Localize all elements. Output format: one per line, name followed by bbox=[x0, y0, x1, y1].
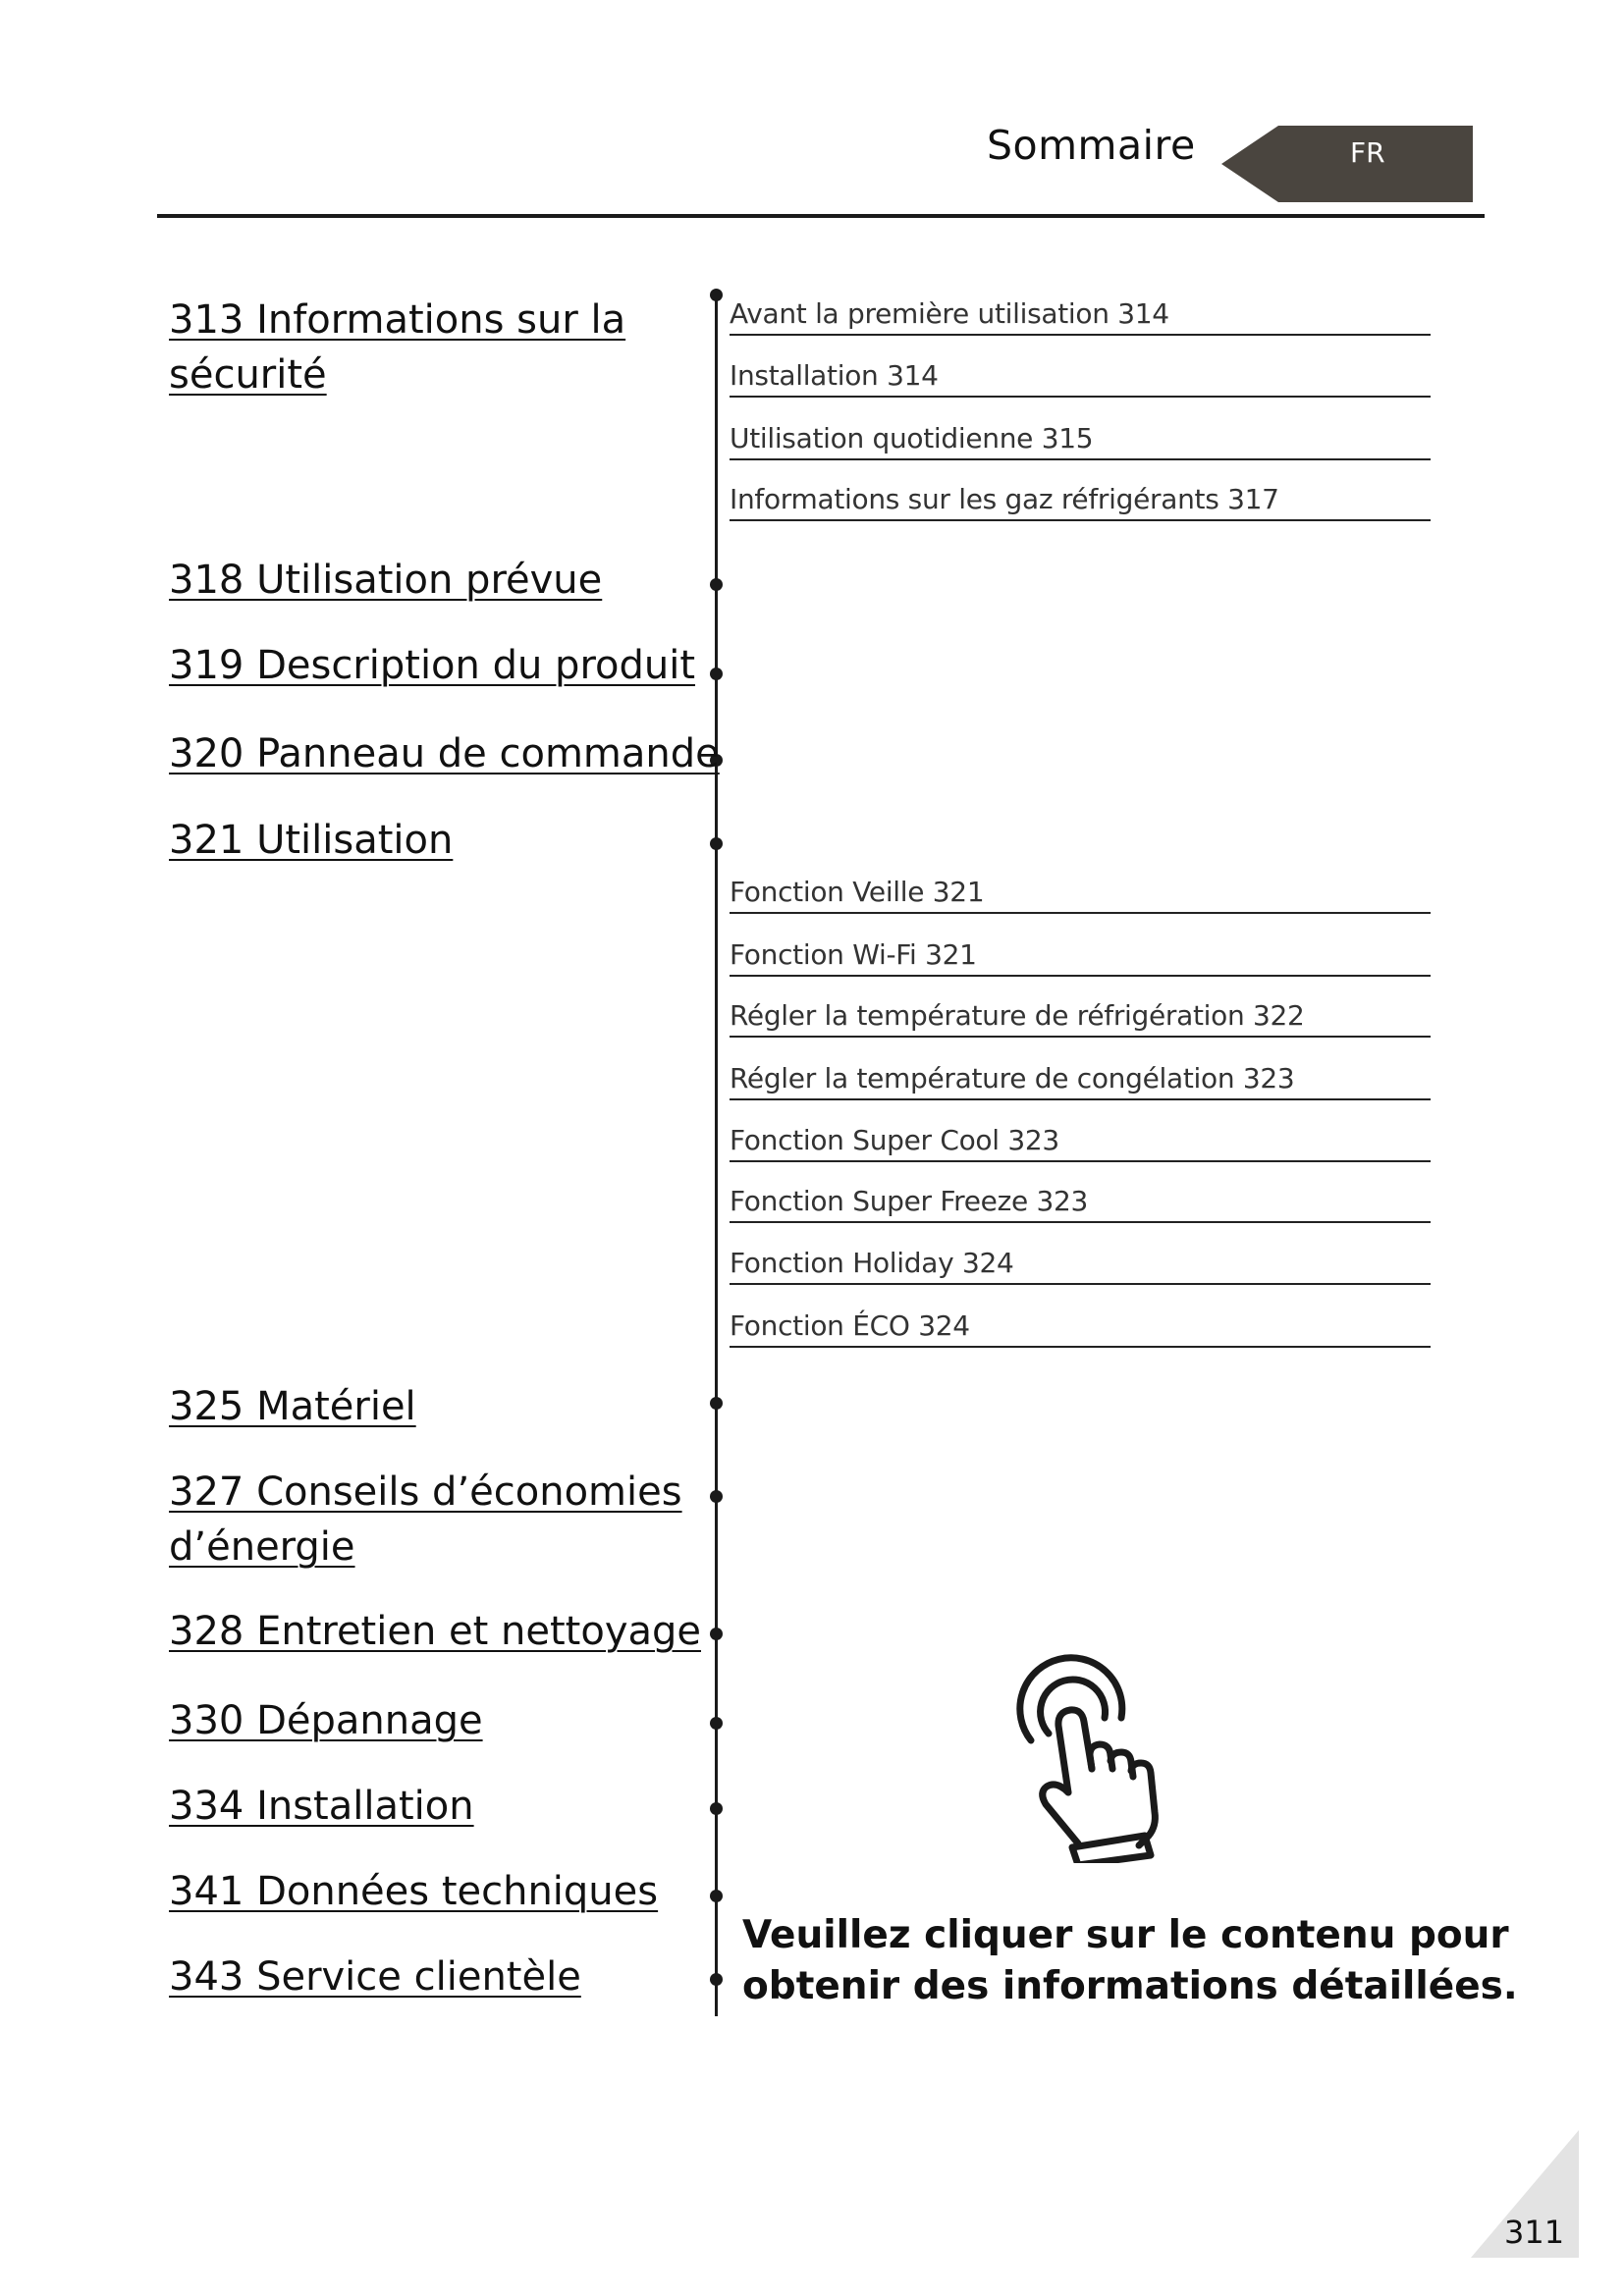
toc-intended-use[interactable]: 318 Utilisation prévue bbox=[169, 558, 603, 603]
toc-sub-label: Avant la première utilisation 314 bbox=[730, 297, 1169, 330]
toc-sub-label: Fonction Veille 321 bbox=[730, 876, 985, 908]
toc-troubleshooting[interactable]: 330 Dépannage bbox=[169, 1698, 483, 1743]
toc-installation[interactable]: 334 Installation bbox=[169, 1784, 474, 1829]
toc-sub-daily-use[interactable] bbox=[730, 419, 1431, 460]
toc-energy-saving[interactable] bbox=[169, 1465, 682, 1575]
toc-security-line2: sécurité bbox=[169, 352, 327, 398]
timeline-dot bbox=[710, 1802, 723, 1815]
timeline-dot bbox=[710, 578, 723, 591]
toc-sub-holiday[interactable] bbox=[730, 1244, 1431, 1285]
timeline-dot bbox=[710, 1890, 723, 1902]
toc-sub-label: Fonction Wi-Fi 321 bbox=[730, 938, 977, 971]
tap-hand-icon bbox=[1001, 1647, 1198, 1863]
toc-maintenance[interactable]: 328 Entretien et nettoyage bbox=[169, 1609, 702, 1654]
toc-sub-label: Installation 314 bbox=[730, 359, 939, 392]
toc-sub-label: Fonction Holiday 324 bbox=[730, 1247, 1014, 1279]
header-divider bbox=[157, 214, 1485, 218]
toc-energy-saving-line2: d’énergie bbox=[169, 1524, 355, 1570]
timeline-dot bbox=[710, 1628, 723, 1640]
toc-sub-label: Fonction Super Cool 323 bbox=[730, 1124, 1059, 1156]
timeline-dot bbox=[710, 837, 723, 850]
toc-sub-label: Fonction Super Freeze 323 bbox=[730, 1185, 1089, 1217]
page-number: 311 bbox=[1504, 2214, 1565, 2251]
toc-customer-service[interactable]: 343 Service clientèle bbox=[169, 1954, 581, 2000]
toc-sub-super-freeze[interactable] bbox=[730, 1182, 1431, 1223]
toc-sub-eco[interactable] bbox=[730, 1307, 1431, 1348]
language-tab bbox=[1221, 126, 1473, 202]
toc-sub-freezer-temp[interactable] bbox=[730, 1059, 1431, 1100]
timeline-dot bbox=[710, 1973, 723, 1986]
timeline-line bbox=[715, 291, 718, 2016]
timeline-dot bbox=[710, 1490, 723, 1503]
instruction-line-2: obtenir des informations détaillées. bbox=[742, 1964, 1518, 2008]
toc-sub-wifi[interactable] bbox=[730, 935, 1431, 977]
toc-security-line1: 313 Informations sur la bbox=[169, 297, 626, 343]
toc-sub-super-cool[interactable] bbox=[730, 1121, 1431, 1162]
toc-product-description[interactable]: 319 Description du produit bbox=[169, 643, 696, 688]
language-label: FR bbox=[1350, 136, 1385, 169]
timeline-dot bbox=[710, 667, 723, 680]
timeline-dot bbox=[710, 1397, 723, 1410]
toc-energy-saving-line1: 327 Conseils d’économies bbox=[169, 1469, 682, 1515]
timeline-dot bbox=[710, 289, 723, 301]
toc-sub-label: Informations sur les gaz réfrigérants 317 bbox=[730, 483, 1279, 515]
toc-accessories[interactable]: 325 Matériel bbox=[169, 1384, 416, 1429]
page-title: Sommaire bbox=[987, 122, 1196, 169]
toc-sub-label: Fonction ÉCO 324 bbox=[730, 1309, 970, 1342]
toc-sub-installation[interactable] bbox=[730, 356, 1431, 398]
toc-control-panel[interactable]: 320 Panneau de commande bbox=[169, 731, 720, 776]
toc-sub-fridge-temp[interactable] bbox=[730, 996, 1431, 1038]
toc-sub-label: Régler la température de congélation 323 bbox=[730, 1062, 1295, 1095]
toc-sub-refrigerant-gas[interactable] bbox=[730, 480, 1431, 521]
toc-sub-label: Utilisation quotidienne 315 bbox=[730, 422, 1094, 454]
toc-sub-label: Régler la température de réfrigération 322 bbox=[730, 999, 1305, 1032]
toc-usage[interactable]: 321 Utilisation bbox=[169, 818, 454, 863]
timeline-dot bbox=[710, 1717, 723, 1730]
toc-security[interactable] bbox=[169, 293, 625, 402]
toc-sub-standby[interactable] bbox=[730, 873, 1431, 914]
toc-sub-first-use[interactable] bbox=[730, 294, 1431, 336]
instruction-line-1: Veuillez cliquer sur le contenu pour bbox=[742, 1913, 1509, 1957]
toc-technical-data[interactable]: 341 Données techniques bbox=[169, 1869, 659, 1914]
